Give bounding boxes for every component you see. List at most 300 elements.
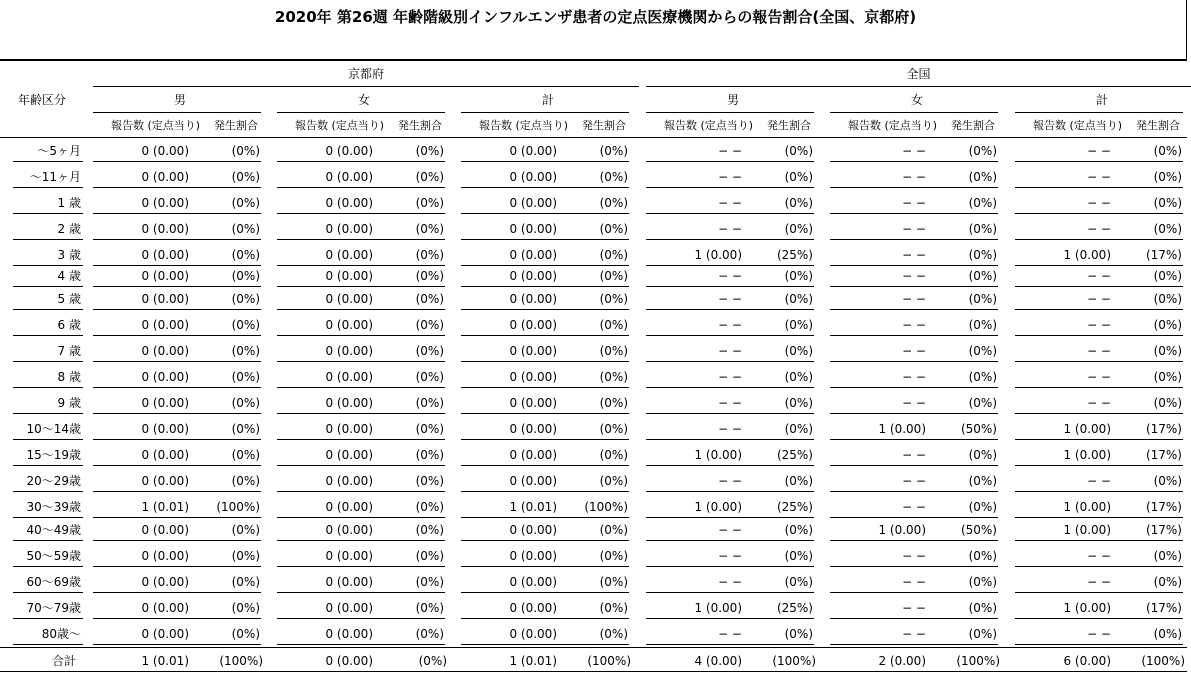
count-value: 0 (0.00) (325, 523, 373, 537)
age-label: 70〜79歳 (26, 601, 81, 615)
count-value: − − (718, 222, 742, 236)
count-value: − − (902, 601, 926, 615)
count-value: 0 (0.00) (325, 448, 373, 462)
count-value: − − (1087, 269, 1111, 283)
count-value: − − (902, 222, 926, 236)
total-count-value: 1 (0.01) (509, 654, 557, 668)
count-value: − − (1087, 196, 1111, 210)
ratio-value: (17%) (1145, 248, 1182, 262)
count-value: − − (1087, 474, 1111, 488)
count-value: 0 (0.00) (509, 370, 557, 384)
count-value: 0 (0.00) (325, 422, 373, 436)
age-underline (13, 465, 83, 466)
ratio-value: (0%) (231, 196, 260, 210)
ratio-value: (0%) (415, 144, 444, 158)
count-column-header: 報告数 (定点当り) (479, 119, 569, 132)
group-underline (830, 265, 998, 266)
age-label: 80歳〜 (41, 627, 81, 641)
group-underline (93, 413, 261, 414)
ratio-value: (17%) (1145, 523, 1182, 537)
count-value: 1 (0.00) (1063, 448, 1111, 462)
age-label: 10〜14歳 (26, 422, 81, 436)
group-underline (461, 618, 629, 619)
ratio-value: (0%) (968, 269, 997, 283)
count-column-header: 報告数 (定点当り) (848, 119, 938, 132)
ratio-value: (0%) (968, 144, 997, 158)
count-value: − − (1087, 170, 1111, 184)
group-underline (277, 335, 445, 336)
ratio-column-header: 発生割合 (1136, 119, 1180, 132)
total-count-value: 6 (0.00) (1063, 654, 1111, 668)
total-ratio-value: (0%) (418, 654, 447, 668)
count-value: − − (902, 627, 926, 641)
age-underline (13, 618, 83, 619)
group-underline (830, 592, 998, 593)
ratio-value: (0%) (1153, 627, 1182, 641)
ratio-value: (0%) (415, 474, 444, 488)
group-underline (93, 213, 261, 214)
group-underline (277, 161, 445, 162)
ratio-value: (0%) (1153, 575, 1182, 589)
group-underline (830, 465, 998, 466)
ratio-value: (0%) (415, 292, 444, 306)
count-value: 0 (0.00) (141, 575, 189, 589)
ratio-value: (17%) (1145, 500, 1182, 514)
age-label: 4 歳 (57, 269, 81, 283)
age-label: 60〜69歳 (26, 575, 81, 589)
count-value: − − (902, 144, 926, 158)
age-underline (13, 361, 83, 362)
count-value: 0 (0.00) (141, 448, 189, 462)
count-value: − − (902, 396, 926, 410)
ratio-value: (0%) (784, 344, 813, 358)
count-value: − − (902, 196, 926, 210)
ratio-value: (0%) (784, 170, 813, 184)
count-value: − − (1087, 627, 1111, 641)
count-value: − − (718, 344, 742, 358)
count-value: − − (902, 248, 926, 262)
ratio-column-header: 発生割合 (214, 119, 258, 132)
age-underline (13, 187, 83, 188)
age-column-header: 年齢区分 (18, 93, 67, 107)
group-underline (277, 239, 445, 240)
ratio-value: (0%) (231, 523, 260, 537)
group-underline (93, 491, 261, 492)
count-value: − − (718, 196, 742, 210)
group-underline (1015, 187, 1183, 188)
count-value: − − (718, 318, 742, 332)
ratio-value: (0%) (599, 601, 628, 615)
count-value: − − (718, 396, 742, 410)
group-underline (461, 161, 629, 162)
group-underline (93, 517, 261, 518)
group-underline (93, 618, 261, 619)
count-value: 1 (0.01) (141, 500, 189, 514)
count-value: − − (718, 523, 742, 537)
ratio-value: (0%) (415, 370, 444, 384)
ratio-value: (0%) (231, 222, 260, 236)
group-underline (93, 361, 261, 362)
group-underline (461, 491, 629, 492)
ratio-value: (0%) (1153, 170, 1182, 184)
ratio-value: (17%) (1145, 601, 1182, 615)
total-ratio-value: (100%) (219, 654, 263, 668)
group-underline (93, 265, 261, 266)
count-value: 0 (0.00) (509, 144, 557, 158)
count-value: 0 (0.00) (325, 474, 373, 488)
ratio-value: (0%) (599, 575, 628, 589)
ratio-value: (0%) (784, 222, 813, 236)
sex-header: 計 (541, 93, 554, 107)
total-top-rule (0, 647, 1187, 648)
count-value: − − (902, 575, 926, 589)
count-value: 1 (0.00) (1063, 601, 1111, 615)
ratio-value: (0%) (784, 318, 813, 332)
age-underline (13, 286, 83, 287)
group-underline (461, 592, 629, 593)
group-underline (277, 618, 445, 619)
age-underline (13, 566, 83, 567)
count-value: 0 (0.00) (141, 248, 189, 262)
page-title: 2020年 第26週 年齢階級別インフルエンザ患者の定点医療機関からの報告割合(全国、京都府) (274, 8, 917, 26)
count-column-header: 報告数 (定点当り) (1033, 119, 1123, 132)
count-value: 0 (0.00) (141, 318, 189, 332)
ratio-value: (0%) (968, 500, 997, 514)
group-underline (461, 286, 629, 287)
sex-header: 女 (910, 93, 923, 107)
age-underline (13, 517, 83, 518)
group-underline (646, 439, 814, 440)
region-underline (93, 86, 639, 87)
count-value: 0 (0.00) (141, 549, 189, 563)
group-underline (277, 265, 445, 266)
age-label: 3 歳 (57, 248, 81, 262)
ratio-value: (0%) (415, 248, 444, 262)
ratio-value: (0%) (231, 601, 260, 615)
group-underline (1015, 265, 1183, 266)
frame-divider (1186, 0, 1187, 60)
ratio-value: (0%) (1153, 396, 1182, 410)
group-underline (646, 265, 814, 266)
count-column-header: 報告数 (定点当り) (295, 119, 385, 132)
ratio-value: (0%) (415, 549, 444, 563)
count-value: 0 (0.00) (141, 222, 189, 236)
count-value: 0 (0.00) (509, 269, 557, 283)
ratio-value: (0%) (415, 344, 444, 358)
count-value: 0 (0.00) (325, 222, 373, 236)
group-underline (646, 465, 814, 466)
group-underline (646, 309, 814, 310)
count-value: 0 (0.00) (325, 292, 373, 306)
group-underline (1015, 387, 1183, 388)
age-underline (13, 644, 83, 645)
ratio-value: (0%) (231, 627, 260, 641)
table-bottom-rule (0, 671, 1187, 672)
group-underline (646, 618, 814, 619)
age-label: 〜5ヶ月 (37, 144, 81, 158)
group-underline (277, 491, 445, 492)
group-underline (1015, 161, 1183, 162)
group-underline (830, 286, 998, 287)
group-underline (461, 335, 629, 336)
ratio-value: (0%) (415, 448, 444, 462)
ratio-value: (0%) (1153, 318, 1182, 332)
count-value: 0 (0.00) (141, 196, 189, 210)
group-underline (1015, 566, 1183, 567)
count-value: 0 (0.00) (509, 344, 557, 358)
group-underline (830, 309, 998, 310)
group-underline (93, 387, 261, 388)
count-value: − − (902, 500, 926, 514)
group-underline (830, 239, 998, 240)
count-value: 0 (0.00) (141, 344, 189, 358)
ratio-value: (25%) (776, 248, 813, 262)
group-underline (830, 361, 998, 362)
count-value: − − (718, 170, 742, 184)
ratio-value: (0%) (784, 144, 813, 158)
ratio-value: (0%) (599, 549, 628, 563)
ratio-value: (0%) (231, 144, 260, 158)
group-underline (646, 361, 814, 362)
ratio-value: (0%) (968, 318, 997, 332)
ratio-value: (25%) (776, 448, 813, 462)
ratio-value: (0%) (968, 222, 997, 236)
count-value: 1 (0.00) (694, 248, 742, 262)
group-underline (646, 644, 814, 645)
ratio-value: (0%) (231, 292, 260, 306)
count-value: 0 (0.00) (509, 474, 557, 488)
ratio-value: (50%) (960, 422, 997, 436)
ratio-value: (0%) (968, 448, 997, 462)
count-value: − − (902, 448, 926, 462)
ratio-value: (0%) (415, 627, 444, 641)
group-underline (93, 286, 261, 287)
ratio-value: (0%) (231, 318, 260, 332)
group-underline (461, 309, 629, 310)
region-underline (646, 86, 1191, 87)
ratio-value: (0%) (968, 549, 997, 563)
group-underline (277, 439, 445, 440)
ratio-value: (0%) (1153, 269, 1182, 283)
ratio-value: (0%) (415, 318, 444, 332)
group-underline (93, 309, 261, 310)
count-value: − − (1087, 396, 1111, 410)
group-underline (1015, 413, 1183, 414)
count-value: − − (902, 170, 926, 184)
ratio-value: (0%) (231, 549, 260, 563)
group-underline (461, 187, 629, 188)
count-value: 0 (0.00) (325, 344, 373, 358)
count-value: − − (718, 144, 742, 158)
group-underline (1015, 540, 1183, 541)
ratio-value: (0%) (231, 396, 260, 410)
count-value: 0 (0.00) (509, 222, 557, 236)
count-value: 1 (0.01) (509, 500, 557, 514)
age-label: 15〜19歳 (26, 448, 81, 462)
ratio-value: (0%) (599, 318, 628, 332)
ratio-value: (0%) (415, 422, 444, 436)
ratio-value: (0%) (784, 269, 813, 283)
ratio-value: (100%) (216, 500, 260, 514)
group-underline (461, 644, 629, 645)
ratio-value: (0%) (599, 396, 628, 410)
group-underline (646, 491, 814, 492)
ratio-value: (0%) (231, 269, 260, 283)
group-underline (646, 161, 814, 162)
count-value: 0 (0.00) (141, 474, 189, 488)
ratio-value: (0%) (1153, 344, 1182, 358)
age-label: 5 歳 (57, 292, 81, 306)
region-header: 京都府 (347, 67, 384, 81)
age-underline (13, 540, 83, 541)
ratio-value: (0%) (415, 222, 444, 236)
ratio-column-header: 発生割合 (582, 119, 626, 132)
age-label: 40〜49歳 (26, 523, 81, 537)
count-value: − − (718, 627, 742, 641)
count-value: 0 (0.00) (509, 448, 557, 462)
age-underline (13, 491, 83, 492)
group-underline (93, 592, 261, 593)
count-value: 1 (0.00) (1063, 248, 1111, 262)
ratio-value: (0%) (1153, 144, 1182, 158)
count-value: 0 (0.00) (141, 292, 189, 306)
group-underline (277, 592, 445, 593)
ratio-value: (0%) (231, 370, 260, 384)
group-underline (93, 566, 261, 567)
age-underline (13, 592, 83, 593)
group-underline (93, 540, 261, 541)
ratio-value: (0%) (599, 292, 628, 306)
ratio-value: (0%) (599, 269, 628, 283)
ratio-value: (0%) (599, 474, 628, 488)
group-underline (646, 387, 814, 388)
ratio-value: (0%) (784, 575, 813, 589)
age-underline (13, 265, 83, 266)
group-underline (830, 644, 998, 645)
group-underline (461, 361, 629, 362)
count-column-header: 報告数 (定点当り) (664, 119, 754, 132)
group-underline (1015, 644, 1183, 645)
group-underline (277, 540, 445, 541)
count-value: − − (718, 370, 742, 384)
ratio-value: (0%) (968, 370, 997, 384)
count-value: − − (902, 318, 926, 332)
ratio-value: (0%) (1153, 222, 1182, 236)
count-value: 1 (0.00) (1063, 422, 1111, 436)
count-value: 0 (0.00) (325, 248, 373, 262)
group-underline (1015, 309, 1183, 310)
group-underline (461, 265, 629, 266)
ratio-value: (17%) (1145, 448, 1182, 462)
count-value: 1 (0.00) (1063, 500, 1111, 514)
count-value: − − (1087, 318, 1111, 332)
ratio-value: (0%) (968, 196, 997, 210)
group-underline (93, 335, 261, 336)
group-underline (646, 413, 814, 414)
group-underline (1015, 618, 1183, 619)
sex-underline (461, 112, 629, 113)
group-underline (830, 213, 998, 214)
group-underline (461, 239, 629, 240)
group-underline (1015, 213, 1183, 214)
ratio-column-header: 発生割合 (767, 119, 811, 132)
age-label: 7 歳 (57, 344, 81, 358)
ratio-value: (0%) (1153, 549, 1182, 563)
age-label: 20〜29歳 (26, 474, 81, 488)
count-value: 0 (0.00) (509, 248, 557, 262)
ratio-value: (0%) (599, 196, 628, 210)
ratio-value: (0%) (231, 474, 260, 488)
count-value: 0 (0.00) (325, 170, 373, 184)
ratio-value: (0%) (968, 170, 997, 184)
count-value: 0 (0.00) (141, 170, 189, 184)
count-value: 0 (0.00) (325, 370, 373, 384)
age-label: 30〜39歳 (26, 500, 81, 514)
count-value: 0 (0.00) (141, 144, 189, 158)
ratio-column-header: 発生割合 (398, 119, 442, 132)
group-underline (461, 465, 629, 466)
group-underline (1015, 465, 1183, 466)
region-header: 全国 (906, 67, 931, 81)
ratio-value: (0%) (415, 196, 444, 210)
count-value: 0 (0.00) (325, 500, 373, 514)
ratio-value: (0%) (231, 344, 260, 358)
group-underline (830, 413, 998, 414)
count-value: − − (902, 344, 926, 358)
group-underline (1015, 592, 1183, 593)
count-value: 0 (0.00) (325, 575, 373, 589)
count-value: 0 (0.00) (325, 144, 373, 158)
group-underline (1015, 361, 1183, 362)
ratio-value: (0%) (231, 575, 260, 589)
group-underline (461, 413, 629, 414)
count-value: 0 (0.00) (141, 601, 189, 615)
ratio-value: (0%) (968, 248, 997, 262)
ratio-value: (0%) (1153, 196, 1182, 210)
group-underline (1015, 335, 1183, 336)
count-value: 0 (0.00) (509, 318, 557, 332)
ratio-column-header: 発生割合 (951, 119, 995, 132)
ratio-value: (0%) (231, 170, 260, 184)
count-value: 1 (0.00) (694, 500, 742, 514)
group-underline (93, 465, 261, 466)
ratio-value: (0%) (968, 292, 997, 306)
count-value: − − (1087, 549, 1111, 563)
count-value: 0 (0.00) (509, 575, 557, 589)
age-underline (13, 239, 83, 240)
group-underline (830, 491, 998, 492)
sex-header: 計 (1095, 93, 1108, 107)
group-underline (1015, 439, 1183, 440)
table-top-rule (0, 59, 1187, 61)
ratio-value: (0%) (1153, 370, 1182, 384)
total-count-value: 4 (0.00) (694, 654, 742, 668)
ratio-value: (0%) (968, 396, 997, 410)
group-underline (646, 566, 814, 567)
group-underline (93, 187, 261, 188)
count-value: 0 (0.00) (141, 422, 189, 436)
ratio-value: (0%) (415, 575, 444, 589)
count-value: 0 (0.00) (509, 292, 557, 306)
age-underline (13, 213, 83, 214)
ratio-value: (0%) (968, 575, 997, 589)
group-underline (830, 387, 998, 388)
ratio-value: (0%) (784, 396, 813, 410)
group-underline (277, 361, 445, 362)
group-underline (277, 387, 445, 388)
count-value: − − (902, 292, 926, 306)
ratio-value: (50%) (960, 523, 997, 537)
